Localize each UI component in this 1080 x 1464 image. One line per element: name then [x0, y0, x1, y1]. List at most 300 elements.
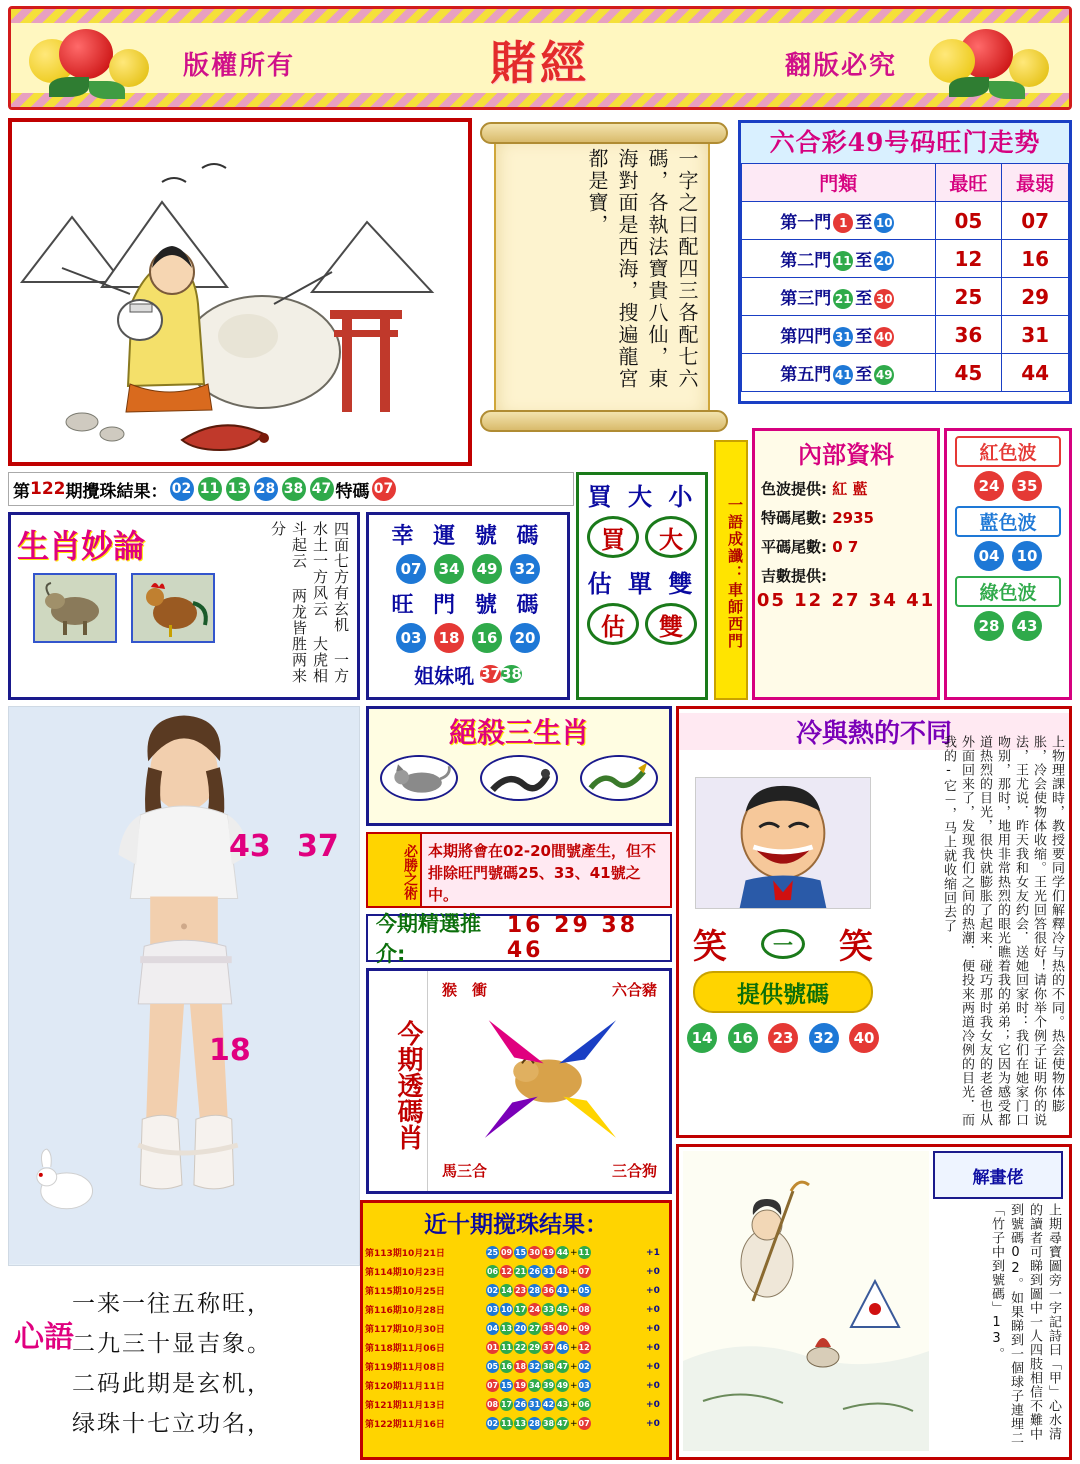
color-wave-row — [947, 611, 1069, 641]
color-wave-title: 綠色波 — [955, 576, 1061, 607]
model-photo-panel — [8, 706, 360, 1266]
normal-tail-value: 0 7 — [832, 538, 859, 556]
lucky-numbers-row — [369, 554, 567, 584]
trend-gate-label: 第五門 — [780, 365, 832, 385]
recent-issue-date: 第121期11月13日 — [365, 1401, 445, 1411]
recent-ball: 49 — [556, 1381, 569, 1390]
recent-ball: 07 — [486, 1381, 499, 1390]
trend-table-title: 六合彩49号码旺门走势 — [741, 123, 1069, 163]
trend-header-hot: 最旺 — [935, 164, 1002, 202]
zodiac-node-dog: 三合狗 — [611, 1162, 657, 1180]
laugh-left-char: 笑 — [693, 927, 727, 967]
featured-picks-label: 今期精選推介: — [376, 912, 481, 966]
trend-gate-cell — [742, 316, 936, 354]
recent-tail-value: +0 — [646, 1266, 660, 1277]
recent-special-ball: 09 — [578, 1324, 590, 1333]
lucky-number-ball: 49 — [472, 554, 502, 584]
recent-tail-value: +0 — [646, 1399, 660, 1410]
rose-decoration-right — [925, 23, 1055, 99]
recent-ball: 42 — [542, 1400, 555, 1409]
trend-range-to-label: 至 — [855, 365, 873, 385]
recent-ball: 11 — [500, 1419, 513, 1428]
recent-ball: 14 — [500, 1286, 513, 1295]
heart-words-label: 心語 — [14, 1320, 74, 1355]
winning-tip-text: 本期將會在02-20間號產生，但不排除旺門號碼25、33、41號之中。 — [428, 842, 656, 904]
sister-balls — [480, 659, 522, 689]
laugh-middle-char: 一 — [761, 929, 805, 959]
draw-ball: 38 — [282, 477, 306, 501]
draw-ball: 02 — [170, 477, 194, 501]
rose-decoration-left — [25, 23, 155, 99]
recent-ball: 40 — [556, 1324, 569, 1333]
recent-ball: 19 — [542, 1248, 555, 1257]
trend-range-end-ball: 40 — [874, 327, 894, 347]
color-wave-row — [947, 471, 1069, 501]
trend-header-row — [742, 164, 1069, 202]
recent-ball: 03 — [486, 1305, 499, 1314]
recent-ball: 38 — [542, 1362, 555, 1371]
lucky-number-ball: 32 — [510, 554, 540, 584]
trend-range-end-ball: 10 — [874, 213, 894, 233]
trend-cold-value: 44 — [1002, 354, 1069, 392]
mountain-scene-illustration — [12, 122, 468, 462]
color-wave-ball: 28 — [974, 611, 1004, 641]
scroll-roller-bottom — [480, 410, 728, 432]
recent-plus-sign: + — [570, 1286, 578, 1296]
table-row — [365, 1281, 667, 1300]
recent-ball: 31 — [528, 1400, 541, 1409]
recent-ball: 43 — [556, 1400, 569, 1409]
recent-special-ball: 12 — [578, 1343, 590, 1352]
provided-number-ball: 40 — [849, 1023, 879, 1053]
trend-hot-value: 12 — [935, 240, 1002, 278]
trend-range-end-ball: 30 — [874, 289, 894, 309]
trend-table — [741, 163, 1069, 392]
recent-ball: 05 — [486, 1362, 499, 1371]
hot-gate-number-ball: 20 — [510, 623, 540, 653]
recent-balls — [486, 1395, 646, 1414]
draw-ball: 28 — [254, 477, 278, 501]
sister-number-ball: 38 — [501, 665, 522, 683]
draw-ball: 11 — [198, 477, 222, 501]
poem-line: 绿珠十七立功名， — [72, 1411, 272, 1437]
scroll-verse-text: 一字之曰配四三各配七六碼，各執法寶貴八仙，東海對面是西海，搜遍龍宮都是寶， — [585, 148, 699, 390]
recent-plus-sign: + — [570, 1400, 578, 1410]
recent-balls — [486, 1319, 646, 1338]
color-wave-panel — [944, 428, 1072, 700]
page-title: 賭經 — [490, 36, 590, 90]
color-wave-list — [947, 436, 1069, 641]
provided-numbers-row — [687, 1023, 879, 1053]
recent-ball: 02 — [486, 1286, 499, 1295]
sister-numbers-row — [369, 659, 567, 689]
recent-issue-date: 第117期10月30日 — [365, 1325, 445, 1335]
table-row — [365, 1262, 667, 1281]
recent-plus-sign: + — [570, 1381, 578, 1391]
kill-three-zodiac-panel — [366, 706, 672, 826]
recent-ball: 41 — [556, 1286, 569, 1295]
provided-number-ball: 32 — [809, 1023, 839, 1053]
sister-number-ball: 37 — [480, 665, 501, 683]
trend-table-panel — [738, 120, 1072, 404]
color-wave-row — [947, 541, 1069, 571]
provided-number-ball: 16 — [728, 1023, 758, 1053]
zodiac-arrow-diagram — [428, 971, 669, 1191]
recent-ball: 36 — [542, 1286, 555, 1295]
trend-gate-cell — [742, 354, 936, 392]
recent-plus-sign: + — [570, 1362, 578, 1372]
recent-issue-date: 第119期11月08日 — [365, 1363, 445, 1373]
recent-ball: 17 — [514, 1305, 527, 1314]
article-panel — [676, 706, 1072, 1138]
recent-ball: 26 — [528, 1267, 541, 1276]
page-header — [8, 6, 1072, 110]
recent-ball: 45 — [556, 1305, 569, 1314]
lucky-number-values: 05 12 27 34 41 — [756, 590, 936, 611]
picture-explainer-badge — [933, 1151, 1063, 1199]
idiom-vertical-strip: 一語成讖：車師西門 — [714, 440, 748, 700]
lucky-numbers-title: 幸 運 號 碼 — [391, 523, 545, 549]
trend-hot-value: 25 — [935, 278, 1002, 316]
laugh-right-char: 笑 — [839, 927, 873, 967]
trend-range-to-label: 至 — [855, 327, 873, 347]
recent-tail-value: +0 — [646, 1323, 660, 1334]
trend-range-start-ball: 11 — [833, 251, 853, 271]
recent-special-ball: 06 — [578, 1400, 590, 1409]
sister-numbers-label: 姐妹吼 — [414, 663, 475, 688]
zodiac-node-horse: 馬三合 — [442, 1162, 488, 1180]
recent-ball: 35 — [542, 1324, 555, 1333]
result-label-mid: 期攪珠結果： — [65, 481, 168, 502]
recent-ball: 08 — [486, 1400, 499, 1409]
zodiac-discussion-panel — [8, 512, 360, 700]
guess-option-even[interactable]: 雙 — [645, 603, 697, 645]
recent-ball: 02 — [486, 1419, 499, 1428]
provided-number-ball: 14 — [687, 1023, 717, 1053]
trend-range-start-ball: 1 — [833, 213, 853, 233]
color-wave-line — [761, 478, 933, 499]
illustration-panel — [8, 118, 472, 466]
recent-issue-date: 第118期11月06日 — [365, 1344, 445, 1354]
recent-ball: 27 — [528, 1324, 541, 1333]
trend-header-gate: 門類 — [742, 164, 936, 202]
recent-ball: 21 — [514, 1267, 527, 1276]
color-wave-title: 藍色波 — [955, 506, 1061, 537]
table-row — [365, 1338, 667, 1357]
recent-ball: 15 — [500, 1381, 513, 1390]
recent-balls — [486, 1281, 646, 1300]
trend-cold-value: 07 — [1002, 202, 1069, 240]
guess-oddeven-options — [579, 603, 705, 645]
recent-results-panel — [360, 1200, 672, 1460]
recent-balls — [486, 1414, 646, 1433]
trend-row — [742, 240, 1069, 278]
ink-painting-illustration — [683, 1151, 929, 1451]
lucky-numbers-panel — [366, 512, 570, 700]
provided-number-ball: 23 — [768, 1023, 798, 1053]
recent-ball: 09 — [500, 1248, 513, 1257]
trend-gate-cell — [742, 202, 936, 240]
trend-range-to-label: 至 — [855, 213, 873, 233]
hot-gate-numbers-row — [369, 623, 567, 653]
normal-tail-label: 平碼尾數: — [761, 538, 827, 556]
overlay-number-bottom: 18 — [209, 1033, 251, 1068]
color-wave-ball: 10 — [1012, 541, 1042, 571]
result-balls — [168, 477, 336, 501]
recent-ball: 34 — [528, 1381, 541, 1390]
article-title: 冷與熱的不同 — [679, 713, 1069, 750]
draw-ball: 47 — [310, 477, 334, 501]
trend-range-end-ball: 20 — [874, 251, 894, 271]
normal-tail-line — [761, 536, 933, 557]
recent-plus-sign: + — [570, 1419, 578, 1429]
special-tail-label: 特碼尾數: — [761, 509, 827, 527]
recent-special-ball: 08 — [578, 1305, 590, 1314]
scroll-roller-top — [480, 122, 728, 144]
overlay-number-left: 43 — [229, 829, 271, 864]
color-wave-ball: 04 — [974, 541, 1004, 571]
snake-image — [480, 755, 558, 801]
table-row — [365, 1376, 667, 1395]
zodiac-poem-text: 四面七方有玄机 一方水土一方风云 大虎相斗起云 两龙皆胜两来分 — [269, 521, 350, 684]
recent-balls — [486, 1300, 646, 1319]
laugh-row — [693, 919, 873, 968]
zodiac-panel-title: 生肖妙論 — [17, 527, 146, 565]
recent-ball: 10 — [500, 1305, 513, 1314]
cat-image — [380, 755, 458, 801]
hot-gate-numbers-title: 旺 門 號 碼 — [391, 592, 545, 618]
recent-ball: 31 — [542, 1267, 555, 1276]
lucky-number-label: 吉數提供: — [761, 567, 827, 585]
trend-header-cold: 最弱 — [1002, 164, 1069, 202]
color-wave-ball: 35 — [1012, 471, 1042, 501]
zodiac-node-monkey: 猴 衝 — [442, 981, 488, 999]
trend-row — [742, 316, 1069, 354]
recent-ball: 37 — [542, 1343, 555, 1352]
copyright-left-text: 版權所有 — [183, 51, 296, 81]
table-row — [365, 1414, 667, 1433]
recent-results-title: 近十期搅珠结果： — [424, 1211, 608, 1238]
recent-tail-value: +0 — [646, 1418, 660, 1429]
recent-ball: 25 — [486, 1248, 499, 1257]
trend-range-to-label: 至 — [855, 289, 873, 309]
recent-ball: 30 — [528, 1248, 541, 1257]
recent-ball: 01 — [486, 1343, 499, 1352]
trend-row — [742, 278, 1069, 316]
color-wave-label: 色波提供: — [761, 480, 827, 498]
zodiac-hint-panel — [366, 968, 672, 1194]
table-row — [365, 1357, 667, 1376]
buy-option-buy[interactable]: 買 — [587, 516, 639, 558]
draw-result-strip — [8, 472, 574, 506]
recent-results-body — [365, 1243, 667, 1433]
recent-special-ball: 02 — [578, 1362, 590, 1371]
header-zigzag-bottom — [11, 93, 1069, 107]
trend-cold-value: 16 — [1002, 240, 1069, 278]
trend-hot-value: 36 — [935, 316, 1002, 354]
recent-issue-date: 第113期10月21日 — [365, 1249, 445, 1259]
recent-ball: 32 — [528, 1362, 541, 1371]
recent-plus-sign: + — [570, 1343, 578, 1353]
recent-issue-date: 第120期11月11日 — [365, 1382, 445, 1392]
recent-issue-date: 第116期10月28日 — [365, 1306, 445, 1316]
recent-special-ball: 07 — [578, 1267, 590, 1276]
recent-special-ball: 05 — [578, 1286, 590, 1295]
recent-special-ball: 03 — [578, 1381, 590, 1390]
recent-issue-date: 第114期10月23日 — [365, 1268, 445, 1278]
recent-results-table — [365, 1243, 667, 1433]
recent-tail-value: +1 — [646, 1247, 660, 1258]
recent-special-ball: 07 — [578, 1419, 590, 1428]
recent-ball: 29 — [528, 1343, 541, 1352]
winning-tip-label: 必勝之術 — [368, 834, 422, 906]
color-wave-value: 紅 藍 — [832, 480, 868, 498]
article-body-text: 上物理課時，教授要同学们解釋冷与热的不同。热会使物体膨胀，冷会使物体收缩。王光回答很好！请你举个例子证明你的说法，王尤说．昨天我和女友约会．送她回家时：我们在她家门口吻别，那时，地用非常热烈的眼光瞧着我的弟弟；它因为感受都道热烈的目光，很快就膨胀了起来．碰巧那时我女友的老爸也从外面回来了，发现我们之间的热潮．便投来两道冷例的目光．而我的-它－，马上就收缩回去了 — [941, 735, 1064, 1127]
recent-ball: 28 — [528, 1419, 541, 1428]
recent-ball: 48 — [556, 1267, 569, 1276]
recent-ball: 04 — [486, 1324, 499, 1333]
trend-gate-cell — [742, 240, 936, 278]
featured-picks-numbers: 16 29 38 46 — [506, 913, 639, 963]
laughing-face-illustration — [695, 777, 871, 909]
trend-row — [742, 354, 1069, 392]
recent-ball: 13 — [514, 1419, 527, 1428]
featured-picks-panel — [366, 912, 672, 966]
rooster-photo — [131, 573, 215, 643]
recent-balls — [486, 1376, 646, 1395]
recent-ball: 22 — [514, 1343, 527, 1352]
recent-tail-value: +0 — [646, 1361, 660, 1372]
recent-tail-value: +0 — [646, 1380, 660, 1391]
trend-table-body — [742, 202, 1069, 392]
trend-gate-label: 第四門 — [780, 327, 832, 347]
overlay-number-right: 37 — [297, 829, 339, 864]
recent-ball: 46 — [556, 1343, 569, 1352]
recent-ball: 06 — [486, 1267, 499, 1276]
insider-info-title: 內部資料 — [798, 440, 894, 469]
poem-line: 二九三十显吉象。 — [72, 1331, 272, 1357]
recent-balls — [486, 1357, 646, 1376]
recent-tail-value: +0 — [646, 1342, 660, 1353]
recent-plus-sign: + — [570, 1248, 578, 1258]
guess-oddeven-title: 估 單 雙 — [587, 569, 697, 598]
lucky-number-ball: 07 — [396, 554, 426, 584]
trend-gate-label: 第三門 — [780, 289, 832, 309]
guess-option-guess[interactable]: 估 — [587, 603, 639, 645]
provide-numbers-button[interactable]: 提供號碼 — [693, 971, 873, 1013]
recent-ball: 19 — [514, 1381, 527, 1390]
recent-ball: 24 — [528, 1305, 541, 1314]
buy-bigsmall-title: 買 大 小 — [587, 482, 697, 511]
lucky-number-ball: 34 — [434, 554, 464, 584]
recent-ball: 13 — [500, 1324, 513, 1333]
special-tail-value: 2935 — [832, 509, 874, 527]
dragon-image — [580, 755, 658, 801]
recent-ball: 38 — [542, 1419, 555, 1428]
draw-ball: 13 — [226, 477, 250, 501]
recent-balls — [486, 1243, 646, 1262]
recent-ball: 11 — [500, 1343, 513, 1352]
hot-gate-number-ball: 16 — [472, 623, 502, 653]
recent-plus-sign: + — [570, 1267, 578, 1277]
trend-cold-value: 29 — [1002, 278, 1069, 316]
recent-issue-date: 第122期11月16日 — [365, 1420, 445, 1430]
recent-ball: 33 — [542, 1305, 555, 1314]
recent-ball: 16 — [500, 1362, 513, 1371]
trend-row — [742, 202, 1069, 240]
buy-bigsmall-panel — [576, 472, 708, 700]
special-code-label: 特碼 — [335, 481, 370, 502]
trend-cold-value: 31 — [1002, 316, 1069, 354]
kill-three-zodiac-row — [369, 755, 669, 801]
scroll-panel — [480, 118, 728, 436]
winning-tip-panel — [366, 832, 672, 908]
heart-words-lines — [72, 1284, 356, 1444]
copyright-right-text: 翻版必究 — [784, 51, 897, 81]
zodiac-hint-label: 今期透碼肖 — [369, 971, 427, 1191]
trend-range-start-ball: 21 — [833, 289, 853, 309]
kill-three-zodiac-title: 絕殺三生肖 — [448, 716, 589, 749]
special-code-ball — [370, 477, 398, 501]
recent-ball: 23 — [514, 1286, 527, 1295]
recent-tail-value: +0 — [646, 1285, 660, 1296]
hot-gate-number-ball: 03 — [396, 623, 426, 653]
picture-explainer-label: 解畫佬 — [972, 1167, 1024, 1188]
draw-special-ball: 07 — [372, 477, 396, 501]
recent-ball: 18 — [514, 1362, 527, 1371]
recent-ball: 44 — [556, 1248, 569, 1257]
recent-ball: 20 — [514, 1324, 527, 1333]
result-label-prefix: 第 — [13, 481, 30, 502]
trend-range-start-ball: 41 — [833, 365, 853, 385]
goat-photo — [33, 573, 117, 643]
recent-issue-date: 第115期10月25日 — [365, 1287, 445, 1297]
result-issue-number: 122 — [30, 479, 66, 499]
trend-gate-label: 第一門 — [780, 213, 832, 233]
table-row — [365, 1319, 667, 1338]
recent-ball: 17 — [500, 1400, 513, 1409]
recent-special-ball: 11 — [578, 1248, 590, 1257]
special-tail-line — [761, 507, 933, 528]
recent-ball: 15 — [514, 1248, 527, 1257]
model-photo — [9, 707, 359, 1265]
recent-plus-sign: + — [570, 1305, 578, 1315]
buy-option-big[interactable]: 大 — [645, 516, 697, 558]
heart-words-panel — [8, 1272, 360, 1458]
trend-range-end-ball: 49 — [874, 365, 894, 385]
recent-ball: 12 — [500, 1267, 513, 1276]
recent-ball: 26 — [514, 1400, 527, 1409]
header-zigzag-top — [11, 9, 1069, 23]
recent-ball: 47 — [556, 1362, 569, 1371]
zodiac-hint-diagram — [427, 971, 669, 1191]
trend-hot-value: 45 — [935, 354, 1002, 392]
buy-bigsmall-options — [579, 516, 705, 558]
table-row — [365, 1243, 667, 1262]
trend-gate-label: 第二門 — [780, 251, 832, 271]
poem-line: 二码此期是玄机， — [72, 1371, 272, 1397]
recent-ball: 28 — [528, 1286, 541, 1295]
recent-ball: 39 — [542, 1381, 555, 1390]
recent-plus-sign: + — [570, 1324, 578, 1334]
recent-balls — [486, 1338, 646, 1357]
picture-explanation-text: 上期尋寶圖旁一字記詩曰「甲」心水清的讀者可睇到圖中一人四肢相信不難中到號碼02。如果睇到一個球子連埋二「竹子中到號碼」13。 — [989, 1203, 1061, 1445]
poem-line: 一来一往五称旺， — [72, 1291, 272, 1317]
recent-ball: 47 — [556, 1419, 569, 1428]
recent-balls — [486, 1262, 646, 1281]
hot-gate-number-ball: 18 — [434, 623, 464, 653]
color-wave-ball: 24 — [974, 471, 1004, 501]
